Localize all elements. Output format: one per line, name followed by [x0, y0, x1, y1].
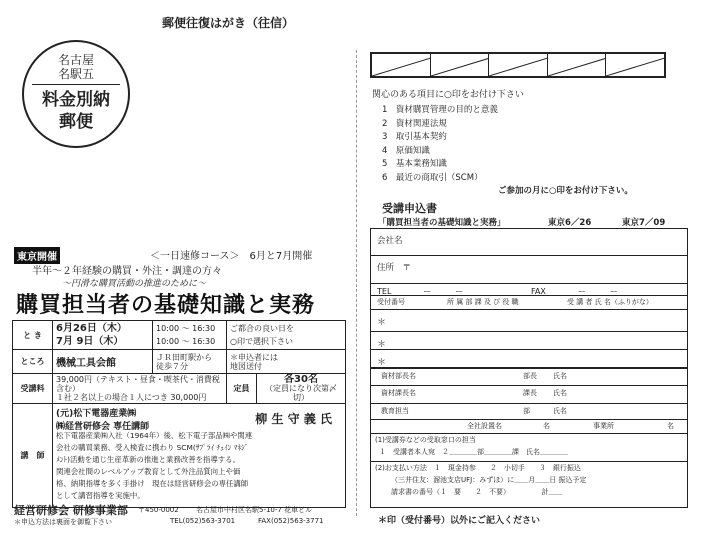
access-1: ＪＲ田町駅から — [156, 352, 212, 362]
access-2: 徒歩７分 — [156, 361, 188, 371]
mgr-name: 氏名 — [553, 372, 567, 380]
map-note-1: ＊申込者には — [230, 352, 278, 362]
chief-title: 課長 — [523, 389, 537, 397]
receipt-mark: ＊ — [377, 318, 387, 328]
fee-2: １社２名以上の場合１人につき 30,000円 — [56, 393, 207, 402]
fax-field[interactable]: FAX ー ー — [531, 287, 618, 296]
stamp-line2: 名駅五 — [57, 67, 94, 81]
lecturer-org-1: (元)松下電器産業㈱ — [56, 409, 137, 419]
lecturer-name: 柳 生 守 義 氏 — [255, 412, 332, 426]
bio-line: として講習指導を実施中。 — [56, 491, 145, 500]
place: 機械工具会館 — [53, 350, 153, 374]
biz-count: 名 — [543, 422, 550, 430]
edu-title: 部 — [523, 407, 530, 415]
interest-item[interactable]: 5 基本業務知識 — [382, 159, 447, 170]
receipt-mark: ＊ — [377, 340, 387, 350]
payment-line-2[interactable]: （三井住友：溜池支店UFJ：みずほ）に＿＿月＿＿日 振込予定 — [391, 476, 587, 484]
application-form — [370, 228, 688, 508]
fee-label: 受講料 — [13, 374, 53, 404]
time-2: 10:00 〜 16:30 — [156, 337, 216, 346]
lecturer-org-2: ㈱経営研修会 専任講師 — [56, 422, 150, 432]
date-2: 7月 9日（木） — [56, 336, 124, 347]
mgr-label: 資材部長名 — [381, 372, 416, 380]
course-type: ＜一日速修コース＞ 6月と7月開催 — [150, 251, 313, 262]
chief-name: 氏名 — [553, 389, 567, 397]
catch-phrase: 〜円滑な購買活動の推進のために〜 — [62, 279, 207, 289]
interest-list — [382, 104, 498, 186]
postal-code-boxes — [370, 52, 666, 78]
interest-item[interactable]: 2 資材関連法規 — [382, 118, 447, 129]
col-attendee: 受 講 者 氏 名（ふりがな） — [567, 298, 653, 306]
stamp-line3: 料金別納 — [42, 90, 110, 110]
tel-field[interactable]: TEL ー ー — [377, 287, 464, 296]
postage-stamp — [22, 40, 130, 148]
organizer-fax: FAX(052)563-3771 — [258, 517, 324, 525]
stamp-line1: 名古屋 — [57, 53, 94, 67]
col-department: 所 属 部 課 及 び 役 職 — [447, 298, 519, 306]
map-note-2: 地図送付 — [230, 361, 262, 371]
organizer-tel: TEL(052)563-3701 — [170, 517, 236, 525]
bio-line: ﾒﾝﾄ)活動を通じ生産革新の推進と業務改善を指導する。 — [56, 455, 240, 464]
dates-label: と き — [13, 321, 53, 350]
organizer-zip: 〒450-0002 — [138, 506, 179, 514]
edu-name: 氏名 — [553, 407, 567, 415]
capacity: 各30名 — [284, 374, 318, 385]
session-1[interactable]: 東京6／26 — [548, 218, 592, 228]
interest-item[interactable]: 4 原価知識 — [382, 145, 430, 156]
edu-label: 教育担当 — [381, 407, 409, 415]
month-note: ご参加の月に○印をお付け下さい。 — [498, 186, 633, 196]
fold-line — [356, 50, 357, 516]
contact-heading: (1)受講券などの受取窓口の担当 — [375, 436, 476, 444]
capacity-label: 定員 — [227, 374, 257, 404]
lecturer-label: 講 師 — [13, 404, 53, 508]
seminar-title: 購買担当者の基礎知識と実務 — [16, 293, 316, 318]
organizer-name: 経営研修会 研修事業部 — [14, 504, 128, 517]
interest-item[interactable]: 6 最近の商取引（SCM） — [382, 172, 483, 183]
target-audience: 半年〜２年経験の購買・外注・調達の方々 — [32, 266, 222, 277]
postcard-title: 郵便往復はがき（往信） — [162, 16, 295, 30]
payment-line-3[interactable]: 請求書の番号（１ 要 ２ 不要） 計＿＿ — [391, 488, 563, 496]
interest-item[interactable]: 1 資材購買管理の目的と意義 — [382, 105, 498, 115]
interest-heading: 関心のある項目に○印をお付け下さい — [372, 90, 524, 100]
form-heading: 受講申込書 — [382, 202, 437, 215]
mgr-title: 部長 — [523, 372, 537, 380]
address-field[interactable]: 住所 〒 — [377, 263, 412, 273]
bio-line: 関連会社間のレベルアップ教育として外注品質向上や価 — [56, 467, 241, 476]
form-course: 「購買担当者の基礎知識と実務」 — [378, 218, 506, 228]
col-receipt: 受付番号 — [377, 298, 405, 306]
biz-label: 全社設置名 — [467, 422, 502, 430]
bio-line: 格、納期指導を多く手掛け 現在は経営研修会の専任講師 — [56, 479, 249, 488]
chief-label: 資材課長名 — [381, 389, 416, 397]
contact-line[interactable]: １ 受講者本人宛 ２＿＿＿＿部＿＿＿＿課 氏名＿＿＿＿ — [379, 448, 568, 456]
date-note-1: ご都合の良い日を — [230, 324, 294, 333]
stamp-line4: 郵便 — [59, 112, 93, 132]
region-tag: 東京開催 — [14, 247, 60, 264]
office-label: 事業所 — [593, 422, 614, 430]
bio-line: 松下電器産業㈱入社（1964年）後、松下電子部品㈱や関連 — [56, 431, 253, 440]
interest-item[interactable]: 3 取引基本契約 — [382, 132, 447, 143]
date-note-2: ○印で選択下さい — [230, 337, 293, 346]
place-label: ところ — [13, 350, 53, 374]
details-table — [12, 320, 346, 508]
form-footer: ＊印（受付番号）以外にご記入ください — [378, 516, 541, 526]
company-field[interactable]: 会社名 — [377, 236, 403, 246]
fee-1: 39,000円（テキスト・昼食・喫茶代・消費税含む） — [56, 375, 220, 393]
receipt-mark: ＊ — [377, 358, 387, 368]
bio-line: 会社の購買業務、受入検査に携わり SCM(ｻﾌﾟﾗｲ ﾁｪｲﾝ ﾏﾈｼﾞ — [56, 443, 249, 452]
payment-heading[interactable]: (2)お支払い方法 １ 現金持参 ２ 小切手 ３ 銀行振込 — [375, 464, 581, 472]
organizer-note: ＊申込方法は裏面を御覧下さい — [14, 518, 112, 526]
organizer-address: 名古屋市中村区名駅5-10-7 花車ビル — [196, 506, 313, 514]
date-1: 6月26日（木） — [56, 323, 127, 334]
capacity-note: （定員になり次第〆切） — [265, 384, 337, 402]
time-1: 10:00 〜 16:30 — [156, 324, 216, 333]
office-count: 名 — [667, 422, 674, 430]
session-2[interactable]: 東京7／09 — [622, 218, 666, 228]
